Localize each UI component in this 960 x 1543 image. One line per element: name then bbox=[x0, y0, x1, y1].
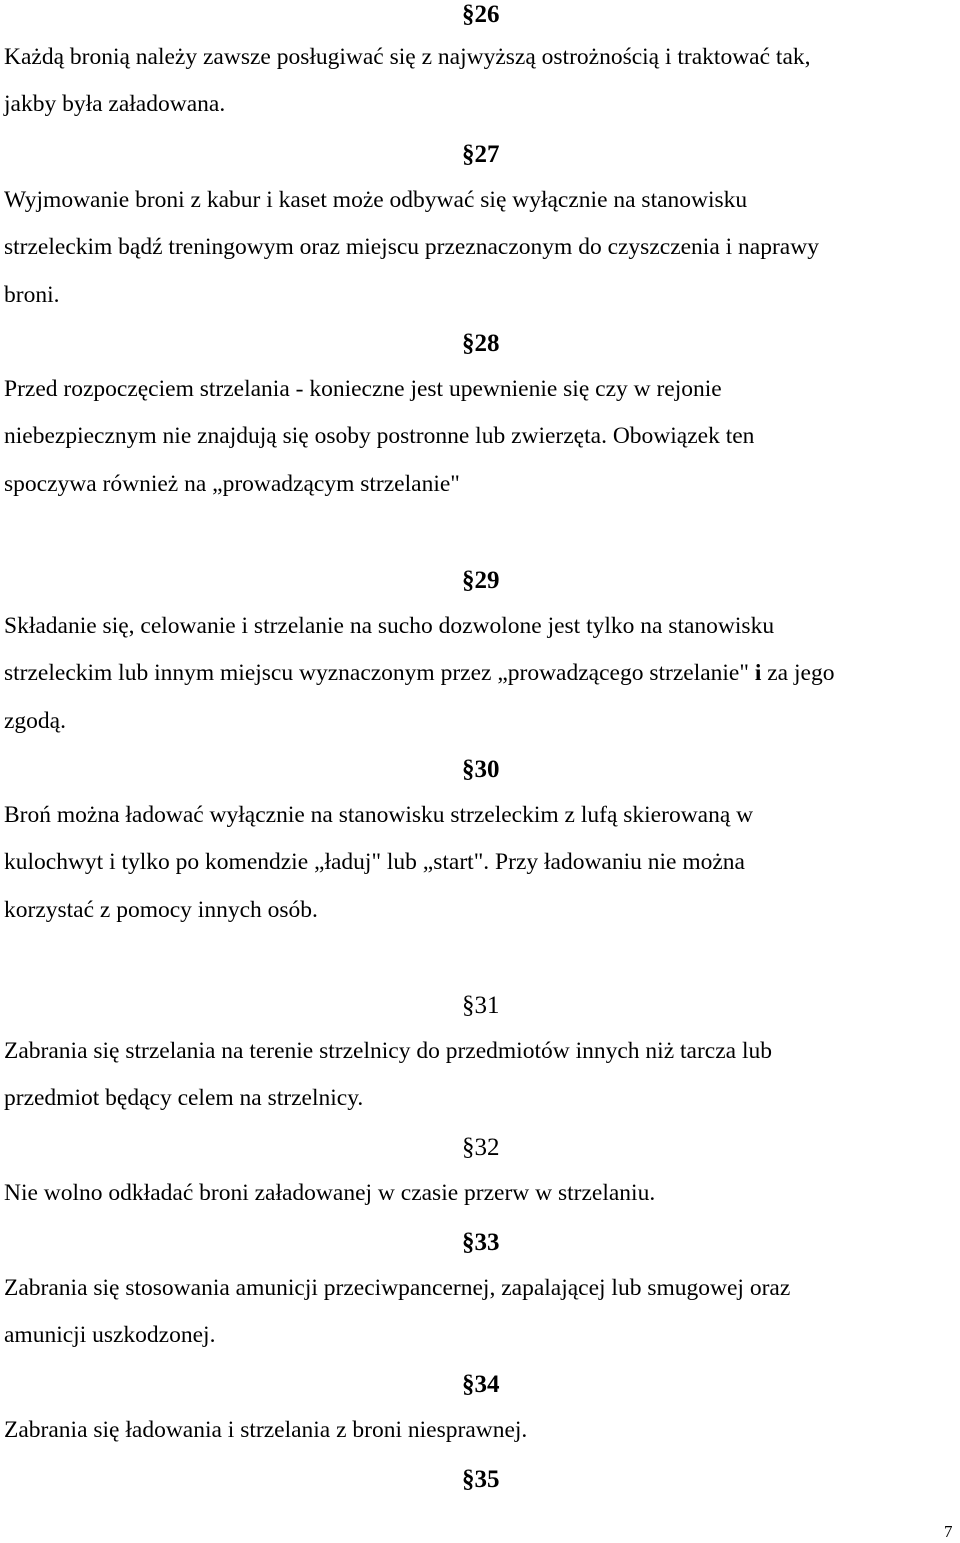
section-heading-33 bbox=[462, 1228, 500, 1258]
paragraph-line: Nie wolno odkładać broni załadowanej w czasie przerw w strzelaniu. bbox=[4, 1180, 656, 1206]
section-34-body bbox=[4, 1407, 960, 1454]
section-30-body bbox=[4, 792, 960, 934]
section-26-body bbox=[4, 34, 960, 129]
section-heading-text: §34 bbox=[462, 1371, 500, 1398]
section-32-body bbox=[4, 1170, 960, 1217]
paragraph-line bbox=[4, 650, 960, 697]
paragraph-line: amunicji uszkodzonej. bbox=[4, 1322, 216, 1349]
section-heading-32 bbox=[462, 1133, 500, 1163]
section-27-body bbox=[4, 177, 960, 319]
paragraph-line: strzeleckim bądź treningowym oraz miejscu przeznaczonym do czyszczenia i naprawy bbox=[4, 234, 819, 261]
section-heading-text: §32 bbox=[462, 1134, 500, 1161]
paragraph-line: Każdą bronią należy zawsze posługiwać się z najwyższą ostrożnością i traktować tak, bbox=[4, 44, 811, 70]
paragraph-text: strzeleckim lub innym miejscu wyznaczonym przez „prowadzącego strzelanie" bbox=[4, 660, 755, 687]
section-28-body bbox=[4, 366, 960, 508]
paragraph-line: Składanie się, celowanie i strzelanie na sucho dozwolone jest tylko na stanowisku bbox=[4, 613, 775, 639]
section-heading-28 bbox=[462, 329, 500, 359]
paragraph-line: broni. bbox=[4, 281, 60, 308]
section-31-body bbox=[4, 1028, 960, 1123]
paragraph-line: zgodą. bbox=[4, 707, 66, 734]
paragraph-line: kulochwyt i tylko po komendzie „ładuj" lub „start". Przy ładowaniu nie można bbox=[4, 849, 745, 876]
section-heading-text: §26 bbox=[462, 1, 500, 28]
paragraph-line: przedmiot będący celem na strzelnicy. bbox=[4, 1085, 364, 1112]
paragraph-line: Wyjmowanie broni z kabur i kaset może odbywać się wyłącznie na stanowisku bbox=[4, 187, 748, 213]
paragraph-line: korzystać z pomocy innych osób. bbox=[4, 896, 318, 923]
paragraph-line: Przed rozpoczęciem strzelania - konieczne jest upewnienie się czy w rejonie bbox=[4, 376, 722, 402]
bold-word: i bbox=[754, 660, 762, 687]
paragraph-text: za jego bbox=[761, 660, 835, 687]
section-heading-text: §31 bbox=[462, 992, 500, 1019]
section-heading-35 bbox=[462, 1465, 500, 1495]
section-heading-text: §27 bbox=[462, 141, 500, 168]
paragraph-line: jakby była załadowana. bbox=[4, 91, 226, 118]
section-heading-27 bbox=[462, 140, 500, 170]
paragraph-line: Zabrania się strzelania na terenie strzelnicy do przedmiotów innych niż tarcza lub bbox=[4, 1038, 772, 1064]
section-heading-text: §29 bbox=[462, 567, 500, 594]
section-heading-text: §28 bbox=[462, 330, 500, 357]
section-heading-34 bbox=[462, 1370, 500, 1400]
paragraph-line: Broń można ładować wyłącznie na stanowisku strzeleckim z lufą skierowaną w bbox=[4, 802, 754, 828]
section-33-body bbox=[4, 1265, 960, 1360]
section-heading-29 bbox=[462, 566, 500, 596]
paragraph-line: Zabrania się stosowania amunicji przeciwpancernej, zapalającej lub smugowej oraz bbox=[4, 1275, 791, 1301]
section-29-body bbox=[4, 603, 960, 745]
section-heading-text: §33 bbox=[462, 1229, 500, 1256]
paragraph-line: spoczywa również na „prowadzącym strzelanie" bbox=[4, 470, 460, 497]
section-heading-26 bbox=[462, 0, 500, 30]
page-number: 7 bbox=[944, 1522, 953, 1541]
section-heading-30 bbox=[462, 755, 500, 785]
section-heading-text: §35 bbox=[462, 1466, 500, 1493]
paragraph-line: niebezpiecznym nie znajdują się osoby postronne lub zwierzęta. Obowiązek ten bbox=[4, 423, 755, 450]
section-heading-text: §30 bbox=[462, 756, 500, 783]
section-heading-31 bbox=[462, 991, 500, 1021]
paragraph-line: Zabrania się ładowania i strzelania z broni niesprawnej. bbox=[4, 1417, 528, 1443]
